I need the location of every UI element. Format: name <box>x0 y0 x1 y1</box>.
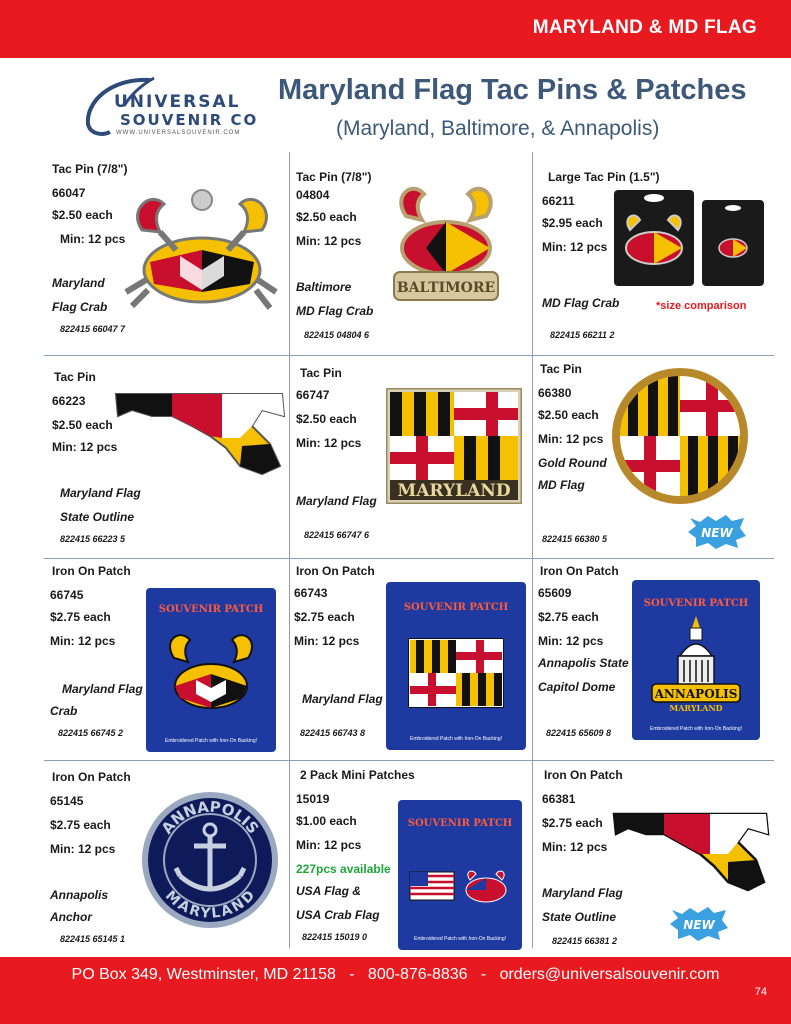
product-type: Tac Pin (7/8") <box>296 170 372 184</box>
product-sku: 65145 <box>50 794 84 808</box>
product-cell[interactable] <box>50 562 288 760</box>
product-cell[interactable] <box>294 764 532 954</box>
product-cell[interactable] <box>294 156 532 356</box>
new-badge-icon <box>668 906 730 942</box>
product-upc: 822415 66047 7 <box>60 324 126 334</box>
baltimore-crab-pin-image <box>386 176 506 306</box>
product-price: $2.50 each <box>296 210 357 224</box>
product-cell[interactable] <box>50 156 288 356</box>
capitol-dome-patch-image <box>646 614 746 714</box>
product-type: Large Tac Pin (1.5") <box>548 170 660 184</box>
annapolis-text: ANNAPOLIS <box>157 797 263 838</box>
contact-info: PO Box 349, Westminster, MD 21158 - 800-876-8836 - orders@universalsouvenir.com <box>71 966 720 983</box>
product-sku: 66381 <box>542 792 576 806</box>
patch-card-header: SOUVENIR PATCH <box>643 598 749 609</box>
usa-flag-patches-image <box>408 866 512 906</box>
product-min: Min: 12 pcs <box>296 234 362 248</box>
product-cell[interactable] <box>50 764 288 954</box>
product-name: Maryland Flag <box>296 494 377 508</box>
product-name: Baltimore <box>296 280 352 294</box>
product-name: Maryland Flag <box>302 692 383 706</box>
patch-card-header: SOUVENIR PATCH <box>403 602 509 613</box>
new-badge-icon <box>686 514 748 550</box>
patch-card-footer: Embroidered Patch with Iron-On Backing! <box>165 738 257 744</box>
product-price: $1.00 each <box>296 814 357 828</box>
product-min: Min: 12 pcs <box>538 634 604 648</box>
top-banner <box>0 0 791 58</box>
baltimore-text: BALTIMORE <box>396 280 496 296</box>
state-outline-pin-image <box>112 386 288 482</box>
product-type: Tac Pin (7/8") <box>52 162 128 176</box>
patch-card-header: SOUVENIR PATCH <box>407 818 513 829</box>
product-name: Annapolis <box>50 888 109 902</box>
product-cell[interactable] <box>294 360 532 558</box>
grid-divider <box>532 152 533 948</box>
flag-patch-card <box>386 582 526 750</box>
section-title: MARYLAND & MD FLAG <box>532 17 757 38</box>
product-upc: 822415 66223 5 <box>60 534 126 544</box>
maryland-flag-pin-image <box>386 388 522 504</box>
product-name: Flag Crab <box>52 300 108 314</box>
product-name: Maryland Flag <box>62 682 143 696</box>
product-cell[interactable] <box>294 562 532 760</box>
logo-line1: UNIVERSAL <box>114 92 241 112</box>
grid-divider <box>44 558 774 559</box>
grid-divider <box>289 152 290 948</box>
product-sku: 66211 <box>542 194 575 208</box>
gold-round-pin-image <box>608 364 752 508</box>
small-crab-card-image <box>702 200 764 286</box>
product-price: $2.75 each <box>542 816 603 830</box>
grid-divider <box>44 760 774 761</box>
svg-text:NEW: NEW <box>701 526 733 540</box>
product-price: $2.75 each <box>50 610 111 624</box>
product-sku: 04804 <box>296 188 330 202</box>
product-sku: 66743 <box>294 586 328 600</box>
product-upc: 822415 66745 2 <box>58 728 124 738</box>
annapolis-dome-patch-card <box>632 580 760 740</box>
product-sku: 15019 <box>296 792 330 806</box>
maryland-text: MARYLAND <box>161 887 259 922</box>
product-price: $2.50 each <box>52 208 113 222</box>
product-cell[interactable] <box>538 156 774 356</box>
product-name: Capitol Dome <box>538 680 616 694</box>
product-name: Maryland Flag <box>542 886 623 900</box>
product-cell[interactable] <box>538 764 774 954</box>
patch-card-footer: Embroidered Patch with Iron-On Backing! <box>650 726 742 732</box>
product-name: State Outline <box>542 910 617 924</box>
product-upc: 822415 65609 8 <box>546 728 612 738</box>
product-cell[interactable] <box>538 562 774 760</box>
product-price: $2.50 each <box>538 408 599 422</box>
product-type: Iron On Patch <box>544 768 623 782</box>
product-name: USA Crab Flag <box>296 908 380 922</box>
product-upc: 822415 66211 2 <box>550 330 615 340</box>
product-price: $2.50 each <box>52 418 113 432</box>
product-upc: 822415 04804 6 <box>304 330 370 340</box>
product-name: MD Flag <box>538 478 585 492</box>
product-cell[interactable] <box>538 360 774 558</box>
patch-card-footer: Embroidered Patch with Iron-On Backing! <box>410 736 502 742</box>
product-upc: 822415 66380 5 <box>542 534 608 544</box>
product-price: $2.95 each <box>542 216 603 230</box>
product-name: Maryland <box>52 276 105 290</box>
product-sku: 65609 <box>538 586 572 600</box>
product-upc: 822415 65145 1 <box>60 934 126 944</box>
product-sku: 66380 <box>538 386 572 400</box>
product-type: Tac Pin <box>540 362 582 376</box>
size-comparison-note: *size comparison <box>656 300 747 312</box>
footer-banner <box>0 957 791 1024</box>
annapolis-anchor-patch-image <box>140 790 280 930</box>
universal-souvenir-logo <box>80 72 262 142</box>
large-crab-card-image <box>614 190 694 286</box>
product-min: Min: 12 pcs <box>296 436 362 450</box>
product-min: Min: 12 pcs <box>60 232 126 246</box>
product-name: Gold Round <box>538 456 607 470</box>
svg-text:NEW: NEW <box>683 918 715 932</box>
product-type: Iron On Patch <box>540 564 619 578</box>
product-sku: 66745 <box>50 588 84 602</box>
product-upc: 822415 66747 6 <box>304 530 370 540</box>
product-price: $2.75 each <box>538 610 599 624</box>
product-type: 2 Pack Mini Patches <box>300 768 415 782</box>
product-min: Min: 12 pcs <box>50 842 116 856</box>
product-type: Tac Pin <box>300 366 342 380</box>
product-min: Min: 12 pcs <box>294 634 360 648</box>
product-upc: 822415 66381 2 <box>552 936 618 946</box>
state-outline-patch-image <box>610 806 772 898</box>
product-name: Annapolis State <box>538 656 629 670</box>
logo-url: WWW.UNIVERSALSOUVENIR.COM <box>116 130 241 136</box>
product-upc: 822415 15019 0 <box>302 932 368 942</box>
product-min: Min: 12 pcs <box>542 840 608 854</box>
patch-card-header: SOUVENIR PATCH <box>158 604 264 615</box>
product-cell[interactable] <box>50 360 288 558</box>
crab-patch-image <box>160 628 262 718</box>
page-number: 74 <box>754 986 767 998</box>
product-price: $2.75 each <box>50 818 111 832</box>
page-title: Maryland Flag Tac Pins & Patches <box>278 74 747 106</box>
product-min: Min: 12 pcs <box>52 440 118 454</box>
product-name: Maryland Flag <box>60 486 141 500</box>
logo-line2: SOUVENIR CO <box>120 111 259 129</box>
patch-card-footer: Embroidered Patch with Iron-On Backing! <box>414 936 506 942</box>
product-sku: 66223 <box>52 394 86 408</box>
crab-pin-image <box>120 180 280 320</box>
product-name: USA Flag & <box>296 884 361 898</box>
product-upc: 822415 66743 8 <box>300 728 366 738</box>
product-name: State Outline <box>60 510 135 524</box>
product-sku: 66047 <box>52 186 86 200</box>
product-min: Min: 12 pcs <box>542 240 608 254</box>
crab-patch-card <box>146 588 276 752</box>
product-min: Min: 12 pcs <box>50 634 116 648</box>
product-min: Min: 12 pcs <box>296 838 362 852</box>
product-type: Iron On Patch <box>52 770 131 784</box>
mini-patches-card <box>398 800 522 950</box>
product-min: Min: 12 pcs <box>538 432 604 446</box>
product-type: Tac Pin <box>54 370 96 384</box>
product-name: Anchor <box>50 910 92 924</box>
page-subtitle: (Maryland, Baltimore, & Annapolis) <box>336 117 660 140</box>
product-sku: 66747 <box>296 388 330 402</box>
annapolis-text: ANNAPOLIS <box>654 687 738 701</box>
flag-patch-image <box>408 638 504 708</box>
product-type: Iron On Patch <box>296 564 375 578</box>
maryland-text: MARYLAND <box>397 481 511 501</box>
product-price: $2.50 each <box>296 412 357 426</box>
product-name: MD Flag Crab <box>542 296 620 310</box>
product-name: MD Flag Crab <box>296 304 374 318</box>
maryland-text: MARYLAND <box>669 703 723 713</box>
product-name: Crab <box>50 704 78 718</box>
product-price: $2.75 each <box>294 610 355 624</box>
availability-note: 227pcs available <box>296 862 391 876</box>
product-type: Iron On Patch <box>52 564 131 578</box>
